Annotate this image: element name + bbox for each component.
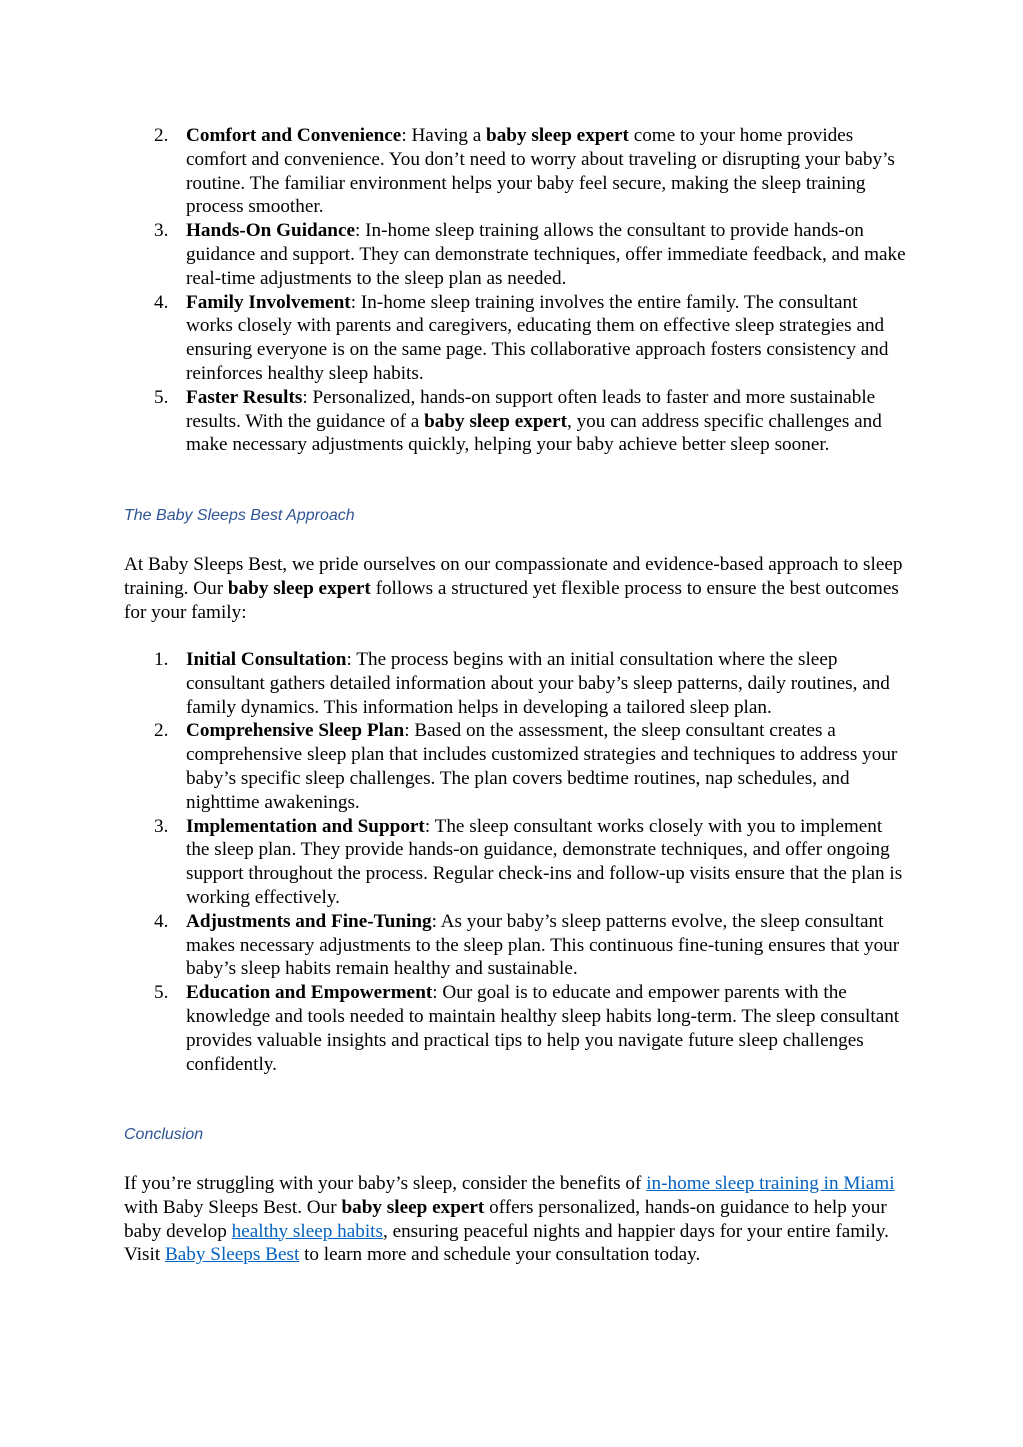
list-number: 4. xyxy=(154,910,169,932)
item-title: Adjustments and Fine-Tuning xyxy=(186,910,432,932)
healthy-sleep-habits-link[interactable]: healthy sleep habits xyxy=(231,1220,383,1242)
intro-text: At Baby Sleeps Best, we pride ourselves on our compassionate and evidence-based approach to sleep training. Our xyxy=(124,554,903,599)
approach-intro xyxy=(124,553,914,624)
item-title: Comprehensive Sleep Plan xyxy=(186,720,405,742)
item-text: : The process begins with an initial consultation where the sleep consultant gathers detailed information about your baby’s sleep patterns, daily routines, and family dynamics. This information helps in developing a tailored sleep plan. xyxy=(186,649,890,718)
conclusion-heading: Conclusion xyxy=(124,1126,204,1143)
list-number: 2. xyxy=(154,720,169,742)
list-item xyxy=(124,219,909,290)
list-item xyxy=(124,815,909,910)
in-home-sleep-training-link[interactable]: in-home sleep training in Miami xyxy=(646,1173,895,1194)
list-number: 4. xyxy=(154,291,169,313)
conclusion-text: , ensuring peaceful nights and happier days for your entire family. Visit xyxy=(124,1220,889,1266)
item-text: : Based on the assessment, the sleep consultant creates a comprehensive sleep plan that includes customized strategies and techniques to address your baby’s specific sleep challenges. The plan covers bedtime routines, nap schedules, and nighttime awakenings. xyxy=(186,720,898,813)
list-number: 5. xyxy=(154,982,169,1004)
conclusion-paragraph xyxy=(124,1172,914,1267)
item-text: : Our goal is to educate and empower parents with the knowledge and tools needed to maintain healthy sleep habits long-term. The sleep consultant provides valuable insights and practical tips to help you navigate future sleep challenges confidently. xyxy=(186,982,900,1075)
item-title: Faster Results xyxy=(186,386,303,408)
item-title: Implementation and Support xyxy=(186,815,425,837)
list-item xyxy=(124,981,909,1076)
list-number: 3. xyxy=(154,220,169,242)
item-text: : Personalized, hands-on support often leads to faster and more sustainable results. With the guidance of a xyxy=(186,386,876,432)
item-text: : Having a xyxy=(401,125,487,146)
intro-text: follows a structured yet flexible process to ensure the best outcomes for your family: xyxy=(124,577,899,623)
item-title: Initial Consultation xyxy=(186,649,347,670)
item-text: : The sleep consultant works closely with you to implement the sleep plan. They provide hands-on guidance, demonstrate techniques, and offer ongoing support throughout the process. Regular check-ins and follow-up visits ensure that the plan is working effectively. xyxy=(186,815,903,908)
list-item xyxy=(124,648,909,719)
list-item xyxy=(124,910,909,981)
list-item xyxy=(124,719,909,814)
conclusion-text: to learn more and schedule your consultation today. xyxy=(299,1244,701,1266)
list-number: 3. xyxy=(154,815,169,837)
list-item xyxy=(124,124,909,219)
item-text: : As your baby’s sleep patterns evolve, the sleep consultant makes necessary adjustments to the sleep plan. This continuous fine-tuning ensures that your baby’s sleep habits remain healthy and sustainable. xyxy=(186,910,900,980)
item-title: Family Involvement xyxy=(186,291,351,313)
item-text: come to your home provides comfort and convenience. You don’t need to worry about traveling or disrupting your baby’s routine. The familiar environment helps your baby feel secure, making the sleep training process smoother. xyxy=(186,125,895,218)
bold-keyword: baby sleep expert xyxy=(424,410,567,432)
conclusion-text: offers personalized, hands-on guidance to help your baby develop xyxy=(124,1196,887,1242)
conclusion-text: If you’re struggling with your baby’s sleep, consider the benefits of xyxy=(124,1173,647,1194)
item-text: , you can address specific challenges and make necessary adjustments quickly, helping your baby achieve better sleep sooner. xyxy=(186,410,882,456)
bold-keyword: baby sleep expert xyxy=(227,577,371,599)
list-number: 1. xyxy=(154,649,169,670)
list-number: 2. xyxy=(154,125,169,146)
item-text: : In-home sleep training involves the entire family. The consultant works closely with parents and caregivers, educating them on effective sleep strategies and ensuring everyone is on the same page. This collaborative approach fosters consistency and reinforces healthy sleep habits. xyxy=(186,291,889,384)
baby-sleeps-best-link[interactable]: Baby Sleeps Best xyxy=(164,1244,300,1266)
approach-steps-list xyxy=(124,648,909,1076)
list-item xyxy=(124,291,909,386)
list-number: 5. xyxy=(154,386,169,408)
item-title: Education and Empowerment xyxy=(186,982,433,1004)
list-item xyxy=(124,386,909,457)
bold-keyword: baby sleep expert xyxy=(341,1196,485,1218)
item-title: Comfort and Convenience xyxy=(186,125,402,146)
item-text: : In-home sleep training allows the consultant to provide hands-on guidance and support. They can demonstrate techniques, offer immediate feedback, and make real-time adjustments to the sleep plan as needed. xyxy=(186,220,906,289)
bold-keyword: baby sleep expert xyxy=(486,125,629,146)
item-title: Hands-On Guidance xyxy=(186,220,356,242)
approach-heading: The Baby Sleeps Best Approach xyxy=(124,507,355,524)
conclusion-text: with Baby Sleeps Best. Our xyxy=(124,1196,342,1218)
benefits-list xyxy=(124,124,909,457)
